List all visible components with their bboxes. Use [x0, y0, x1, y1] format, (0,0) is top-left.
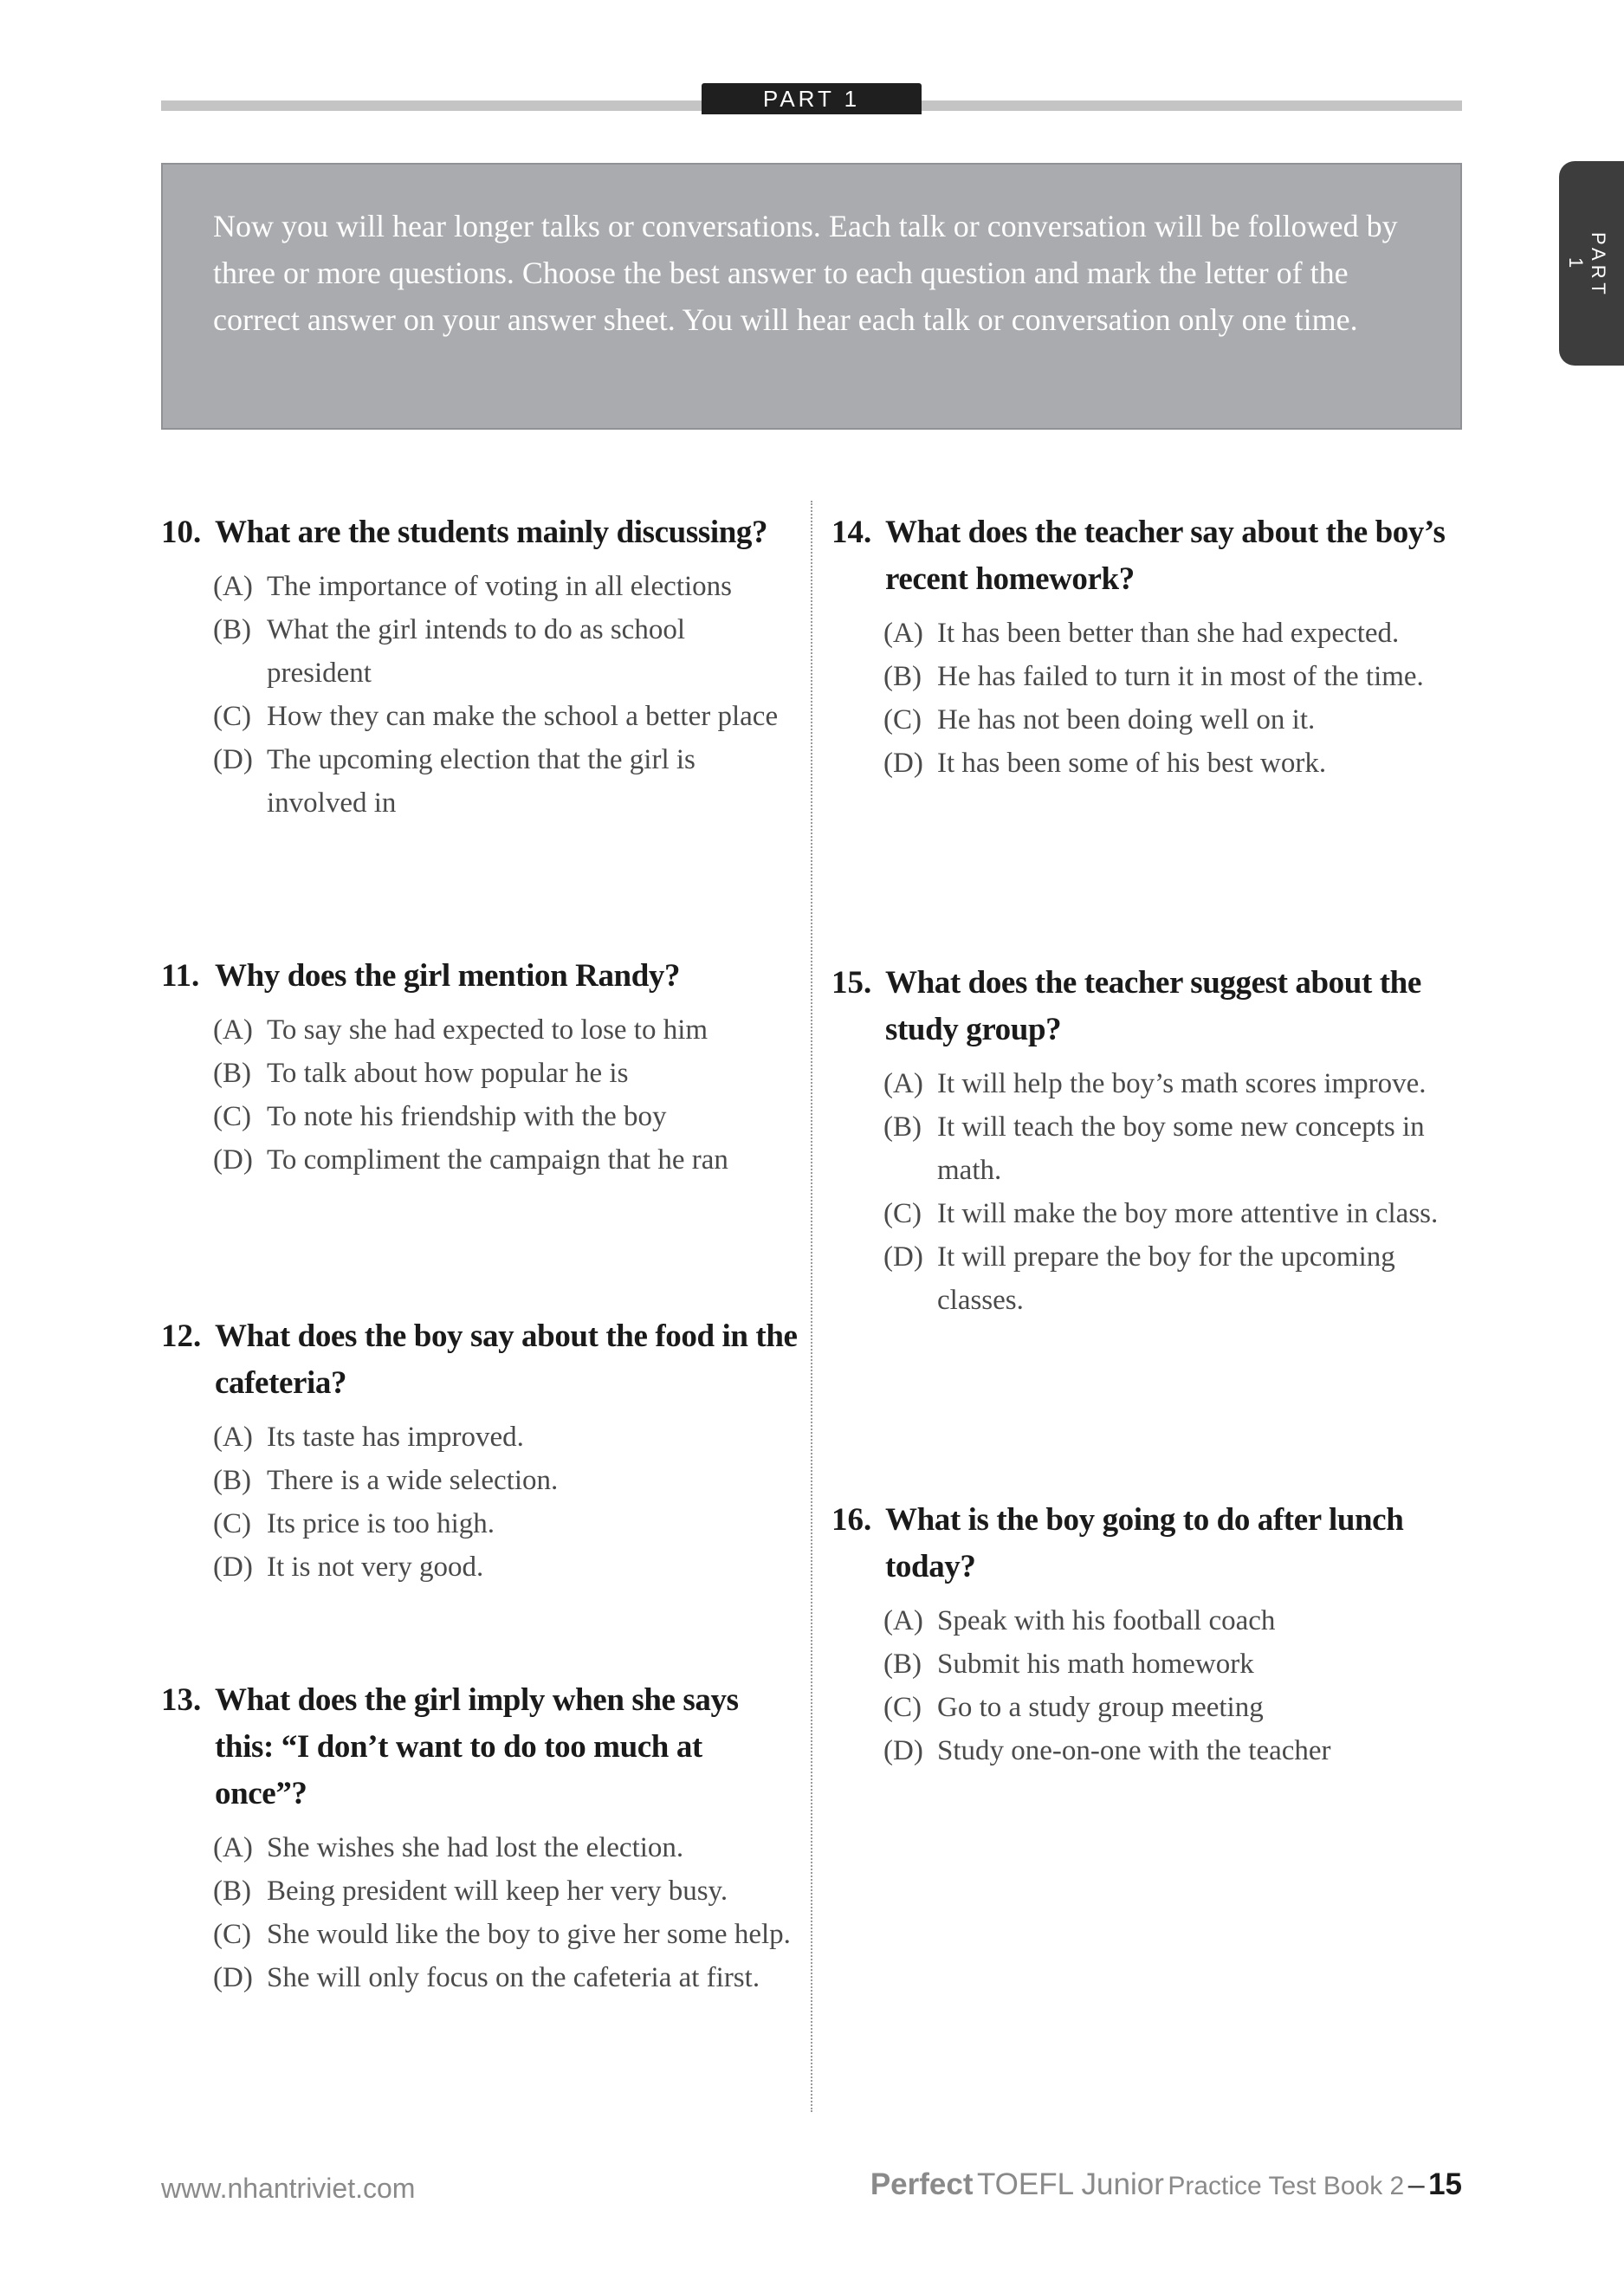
part-label: PART 1	[702, 83, 922, 114]
option-b	[213, 1459, 798, 1502]
question-number: 13.	[161, 1682, 202, 1718]
option-text: How they can make the school a better place	[267, 701, 779, 732]
option-letter: (B)	[213, 1465, 251, 1496]
option-a	[213, 1008, 798, 1052]
option-letter: (C)	[213, 1101, 251, 1132]
option-letter: (C)	[213, 1919, 251, 1950]
option-b	[213, 1052, 798, 1095]
footer-book-info	[870, 2167, 1462, 2202]
option-letter: (A)	[213, 1832, 253, 1863]
question-10	[161, 509, 798, 825]
option-letter: (A)	[883, 1605, 923, 1636]
question-text: What does the teacher suggest about the study group?	[885, 965, 1421, 1047]
option-b	[213, 608, 798, 695]
option-text: To compliment the campaign that he ran	[267, 1144, 728, 1176]
option-letter: (D)	[883, 1735, 923, 1766]
option-letter: (A)	[883, 618, 923, 649]
option-letter: (B)	[213, 1058, 251, 1089]
question-12	[161, 1313, 798, 1589]
instructions-text: Now you will hear longer talks or conversations. Each talk or conversation will be followed by three or more questions. Choose the best answer to each question and mark the letter of the correct answer on your answer sheet. You will hear each talk or conversation only one time.	[213, 209, 1398, 337]
option-text: The importance of voting in all elections	[267, 571, 733, 602]
option-letter: (B)	[883, 661, 922, 692]
option-a	[213, 1416, 798, 1459]
option-text: Its price is too high.	[267, 1508, 495, 1539]
option-text: He has not been doing well on it.	[937, 704, 1316, 735]
option-text: It will teach the boy some new concepts in math.	[937, 1111, 1425, 1186]
option-letter: (B)	[883, 1111, 922, 1143]
option-text: It is not very good.	[267, 1552, 484, 1583]
option-a	[213, 565, 798, 608]
option-c	[883, 698, 1468, 742]
option-c	[213, 695, 798, 738]
option-letter: (D)	[213, 1962, 253, 1993]
option-text: Submit his math homework	[937, 1649, 1254, 1680]
option-list	[161, 1008, 798, 1182]
option-d	[213, 1545, 798, 1589]
option-letter: (C)	[213, 1508, 251, 1539]
option-text: It has been better than she had expected.	[937, 618, 1400, 649]
question-text: What does the girl imply when she says this: “I don’t want to do too much at once”?	[215, 1682, 739, 1811]
option-text: To say she had expected to lose to him	[267, 1014, 708, 1046]
column-divider	[811, 501, 812, 2112]
option-text: He has failed to turn it in most of the time.	[937, 661, 1424, 692]
option-text: Its taste has improved.	[267, 1422, 524, 1453]
option-text: To note his friendship with the boy	[267, 1101, 667, 1132]
option-letter: (A)	[213, 1422, 253, 1453]
option-text: She would like the boy to give her some help.	[267, 1919, 791, 1950]
option-letter: (B)	[883, 1649, 922, 1680]
option-text: It will prepare the boy for the upcoming classes.	[937, 1241, 1395, 1316]
option-d	[883, 1235, 1468, 1322]
option-letter: (A)	[213, 1014, 253, 1046]
option-a	[213, 1826, 798, 1869]
option-list	[831, 1062, 1468, 1322]
option-letter: (A)	[883, 1068, 923, 1099]
question-text: Why does the girl mention Randy?	[215, 958, 681, 994]
question-text: What does the teacher say about the boy’s recent homework?	[885, 515, 1446, 597]
question-number: 11.	[161, 958, 200, 994]
option-text: There is a wide selection.	[267, 1465, 559, 1496]
option-list	[161, 565, 798, 825]
question-13	[161, 1677, 798, 1999]
option-letter: (D)	[883, 748, 923, 779]
question-number: 16.	[831, 1502, 872, 1538]
option-b	[883, 1642, 1468, 1686]
option-text: It will make the boy more attentive in class.	[937, 1198, 1439, 1229]
option-d	[213, 738, 798, 825]
instructions-box	[161, 163, 1462, 430]
question-14	[831, 509, 1468, 785]
option-list	[831, 612, 1468, 785]
option-letter: (D)	[213, 1144, 253, 1176]
option-list	[831, 1599, 1468, 1772]
option-text: To talk about how popular he is	[267, 1058, 629, 1089]
option-c	[213, 1502, 798, 1545]
option-text: Speak with his football coach	[937, 1605, 1276, 1636]
option-c	[213, 1913, 798, 1956]
option-text: She will only focus on the cafeteria at first.	[267, 1962, 760, 1993]
option-letter: (B)	[213, 614, 251, 645]
option-list	[161, 1416, 798, 1589]
option-letter: (A)	[213, 571, 253, 602]
option-a	[883, 612, 1468, 655]
option-c	[883, 1686, 1468, 1729]
option-letter: (B)	[213, 1876, 251, 1907]
question-number: 12.	[161, 1318, 202, 1354]
question-number: 14.	[831, 515, 872, 550]
option-text: Go to a study group meeting	[937, 1692, 1264, 1723]
option-c	[883, 1192, 1468, 1235]
option-letter: (C)	[213, 701, 251, 732]
book-title-perfect: Perfect	[870, 2167, 974, 2201]
option-letter: (C)	[883, 1198, 922, 1229]
option-list	[161, 1826, 798, 1999]
question-number: 15.	[831, 965, 872, 1001]
footer-website: www.nhantriviet.com	[161, 2173, 416, 2204]
option-b	[213, 1869, 798, 1913]
option-c	[213, 1095, 798, 1138]
option-d	[883, 742, 1468, 785]
question-text: What does the boy say about the food in the cafeteria?	[215, 1318, 798, 1401]
option-letter: (D)	[213, 1552, 253, 1583]
book-subtitle: Practice Test Book 2	[1168, 2172, 1405, 2200]
question-11	[161, 953, 798, 1182]
option-text: What the girl intends to do as school president	[267, 614, 685, 689]
question-number: 10.	[161, 515, 202, 550]
option-b	[883, 655, 1468, 698]
option-letter: (C)	[883, 704, 922, 735]
option-text: Study one-on-one with the teacher	[937, 1735, 1331, 1766]
side-tab-label: PART 1	[1565, 231, 1609, 299]
option-letter: (D)	[883, 1241, 923, 1273]
question-15	[831, 960, 1468, 1322]
book-title-toefl: TOEFL Junior	[976, 2167, 1164, 2201]
option-letter: (C)	[883, 1692, 922, 1723]
question-text: What is the boy going to do after lunch today?	[885, 1502, 1404, 1584]
question-text: What are the students mainly discussing?	[215, 515, 768, 550]
footer-dash: –	[1407, 2168, 1425, 2201]
option-d	[883, 1729, 1468, 1772]
option-text: Being president will keep her very busy.	[267, 1876, 728, 1907]
option-b	[883, 1105, 1468, 1192]
option-a	[883, 1062, 1468, 1105]
option-letter: (D)	[213, 744, 253, 775]
option-a	[883, 1599, 1468, 1642]
option-text: The upcoming election that the girl is involved in	[267, 744, 696, 819]
page-number: 15	[1428, 2167, 1462, 2201]
option-d	[213, 1956, 798, 1999]
option-d	[213, 1138, 798, 1182]
option-text: She wishes she had lost the election.	[267, 1832, 684, 1863]
option-text: It has been some of his best work.	[937, 748, 1327, 779]
question-16	[831, 1497, 1468, 1772]
option-text: It will help the boy’s math scores improve.	[937, 1068, 1427, 1099]
